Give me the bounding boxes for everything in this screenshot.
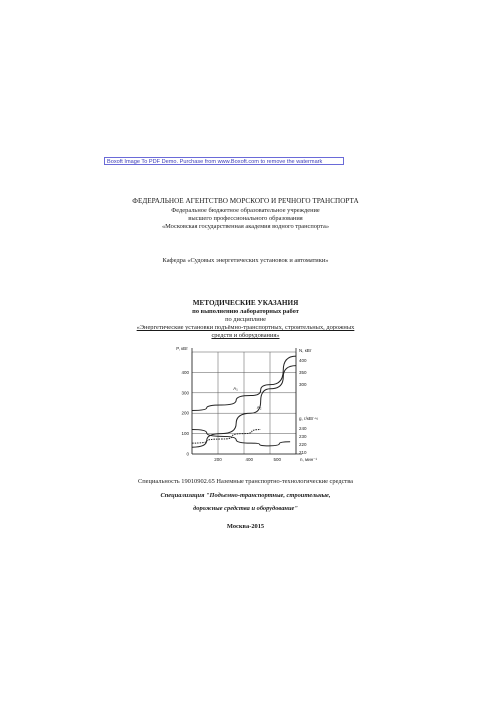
institution-line-1: Федеральное бюджетное образовательное учреждение (171, 207, 320, 214)
right-axis-label-top: N, кВт (299, 348, 312, 353)
right-tick-label-top: 400 (299, 358, 307, 363)
chart-axes (192, 348, 302, 454)
right-tick-label-top: 300 (299, 382, 307, 387)
watermark-banner: Boxoft Image To PDF Demo. Purchase from www.Boxoft.com to remove the watermark (104, 157, 344, 165)
left-tick-label: 0 (186, 451, 189, 457)
document-subtitle: по выполнению лабораторных работ (192, 308, 299, 315)
right-tick-label-bottom: 210 (299, 450, 307, 455)
department-name: Кафедра «Судовых энергетических установок и автоматики» (162, 257, 329, 264)
specialization-line-2: дорожные средства и оборудование" (193, 505, 298, 512)
right-axis-label-bottom: g, г/кВт·ч (299, 416, 318, 421)
left-tick-label: 300 (181, 390, 189, 396)
left-tick-label: 200 (181, 410, 189, 416)
curve-label: A₂ (256, 405, 262, 411)
left-tick-label: 400 (181, 369, 189, 375)
engine-characteristic-chart (166, 346, 320, 470)
right-tick-label-bottom: 220 (299, 442, 307, 447)
document-title: МЕТОДИЧЕСКИЕ УКАЗАНИЯ (192, 299, 299, 307)
discipline-label: по дисциплине (225, 316, 266, 323)
city-year: Москва-2015 (226, 523, 265, 530)
series-line (192, 430, 290, 446)
academy-name: «Московская государственная академия водного транспорта» (161, 223, 330, 230)
agency-name: ФЕДЕРАЛЬНОЕ АГЕНТСТВО МОРСКОГО И РЕЧНОГО ТРАНСПОРТА (132, 197, 359, 205)
left-tick-label: 100 (181, 431, 189, 437)
x-tick-label: 500 (273, 457, 282, 462)
discipline-line-1: «Энергетические установки подъёмно-транспортных, строительных, дорожных (136, 324, 355, 331)
institution-line-2: высшего профессионального образования (188, 215, 303, 222)
specialty-line: Специальность 19010902.65 Наземные транспортно-технологические средства (138, 478, 353, 485)
x-axis-unit: n, мин⁻¹ (300, 457, 317, 462)
left-axis-label: P, кВт (176, 346, 188, 351)
specialization-line-1: Специализация "Подъемно-транспортные, строительные, (160, 492, 331, 499)
x-tick-label: 400 (245, 457, 253, 462)
x-tick-label: 200 (214, 457, 222, 462)
right-tick-label-top: 350 (299, 370, 307, 375)
right-tick-label-bottom: 240 (299, 426, 307, 431)
discipline-line-2: средств и оборудования» (211, 332, 280, 339)
curve-label: A₁ (233, 386, 238, 392)
chart-grid (192, 352, 296, 454)
chart-labels (176, 346, 318, 462)
right-tick-label-bottom: 230 (299, 434, 307, 439)
